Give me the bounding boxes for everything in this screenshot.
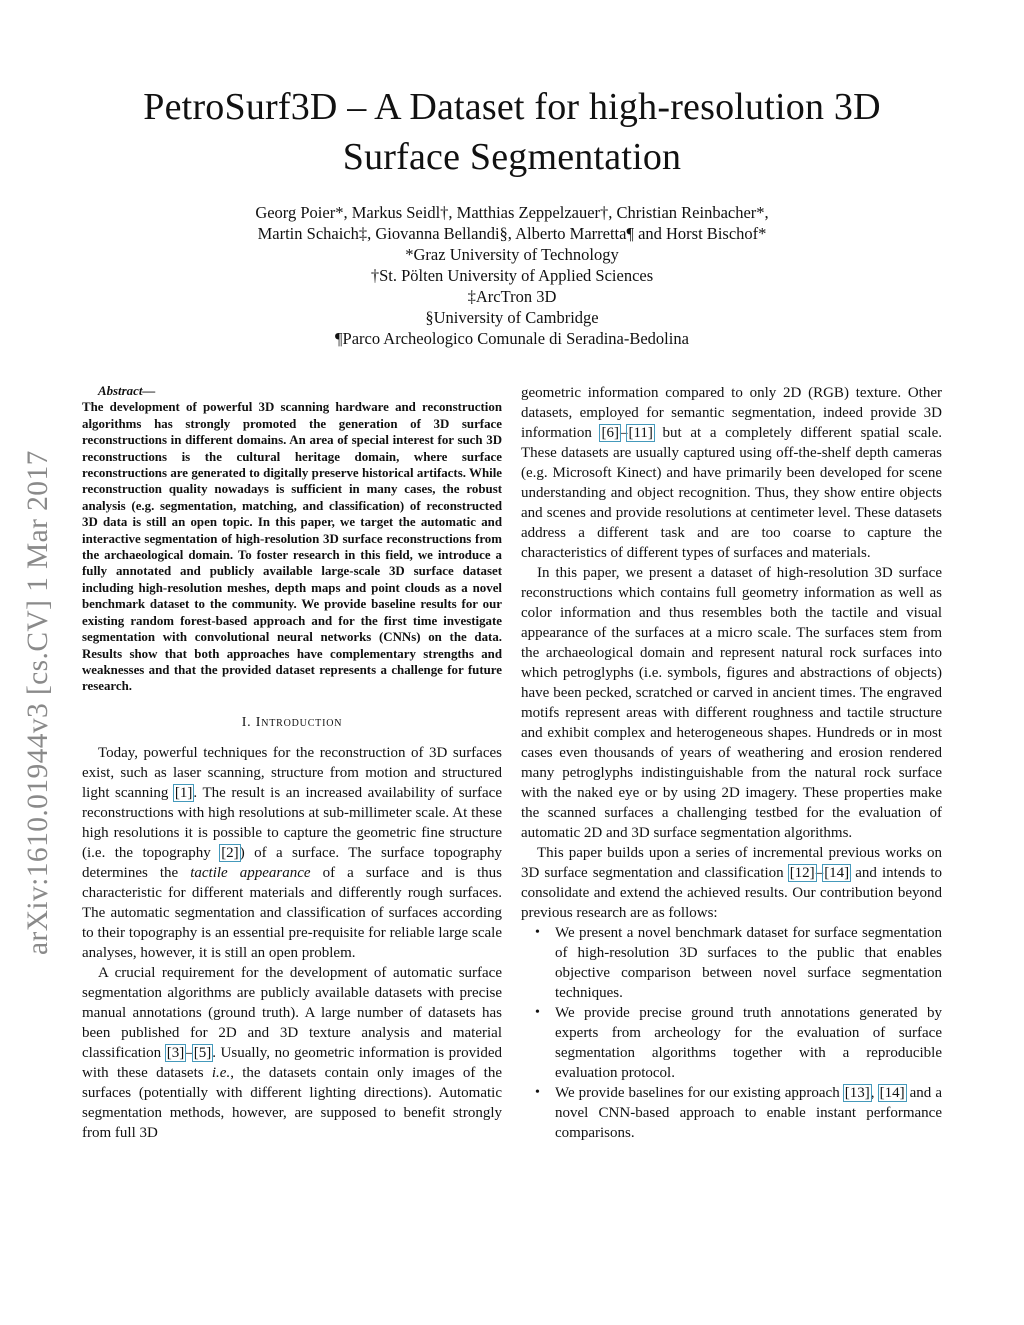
- contribution-list: [521, 923, 942, 1143]
- title-line-2: Surface Segmentation: [342, 136, 682, 178]
- citation-link[interactable]: [13]: [844, 1085, 870, 1101]
- bullet-icon: •: [535, 925, 540, 940]
- citation-link[interactable]: [11]: [628, 425, 653, 441]
- affiliation-cambridge: §University of Cambridge: [425, 308, 599, 327]
- affiliation-parco: ¶Parco Archeologico Comunale di Seradina-Bedolina: [335, 329, 689, 348]
- intro-paragraph-3: geometric information compared to only 2D (RGB) texture. Other datasets, employed for semantic segmentation, indeed provide 3D information [6]–[11] but at a completely different spatial scale. These datasets are usually captured using off-the-shelf depth cameras (e.g. Microsoft Kinect) and have primarily been developed for scene understanding and object recognition. Thus, they show entire objects and scenes and provide resolutions at centimeter level. These datasets address a different task and are too coarse to capture the characteristics of different types of surfaces and materials.: [521, 385, 942, 561]
- section-heading-introduction: I. Introduction: [241, 714, 343, 730]
- citation-link[interactable]: [2]: [221, 844, 239, 861]
- citation-link[interactable]: [14]: [824, 865, 850, 881]
- arxiv-sidebar-label: arXiv:1610.01944v3 [cs.CV] 1 Mar 2017: [22, 450, 54, 955]
- list-item: • We present a novel benchmark dataset for surface segmentation of high-resolution 3D surfaces to the public that enables objective comparison between novel surface segmentation techniques.: [535, 925, 942, 1001]
- authors-line-2: Martin Schaich‡, Giovanna Bellandi§, Alberto Marretta¶ and Horst Bischof*: [257, 224, 767, 243]
- affiliation-graz: *Graz University of Technology: [405, 245, 619, 264]
- left-column: [82, 383, 502, 1143]
- citation-link[interactable]: [5]: [193, 1044, 212, 1061]
- list-item: • We provide precise ground truth annotations generated by experts from archeology for the evaluation of surface segmentation algorithms together with a reproducible evaluation protocol.: [535, 1005, 942, 1081]
- citation-link[interactable]: [1]: [174, 784, 193, 801]
- authors-line-1: Georg Poier*, Markus Seidl†, Matthias Zeppelzauer†, Christian Reinbacher*,: [255, 203, 769, 222]
- abstract: [82, 383, 502, 695]
- title-line-1: PetroSurf3D – A Dataset for high-resolution 3D: [143, 86, 881, 128]
- citation-link[interactable]: [12]: [789, 865, 815, 881]
- paper-title: [0, 82, 1024, 182]
- bullet-icon: •: [535, 1005, 540, 1020]
- list-item: • We provide baselines for our existing approach [13], [14] and a novel CNN-based approach to enable instant performance comparisons.: [535, 1085, 943, 1141]
- abstract-label: Abstract—: [98, 384, 156, 398]
- intro-paragraph-5: This paper builds upon a series of incremental previous works on 3D surface segmentation and classification [12]–[14] and intends to consolidate and extend the achieved results. Our contribution beyond previous research are as follows:: [521, 845, 943, 921]
- author-block: [0, 202, 1024, 349]
- right-column: [521, 383, 942, 1143]
- intro-paragraph-2: A crucial requirement for the development of automatic surface segmentation algorithms are publicly available datasets with precise manual annotations (ground truth). A large number of datasets has been published for 2D and 3D texture analysis and material classification [3]–[5]. Usually, no geometric information is provided with these datasets i.e., the datasets contain only images of the surfaces (potentially with different lighting directions). Automatic segmentation methods, however, are supposed to benefit strongly from full 3D: [82, 964, 502, 1141]
- citation-link[interactable]: [14]: [879, 1085, 905, 1101]
- intro-paragraph-1: Today, powerful techniques for the reconstruction of 3D surfaces exist, such as laser scanning, structure from motion and structured light scanning [1]. The result is an increased availability of surface reconstructions with high resolutions at sub-millimeter scale. At these high resolutions it is possible to capture the geometric fine structure (i.e. the topography [2]) of a surface. The surface topography determines the tactile appearance of a surface and is thus characteristic for different materials and differently rough surfaces. The automatic segmentation and classification of surfaces according to their topography is an essential pre-requisite for reliable large scale analyses, however, it is still an open problem.: [82, 744, 503, 961]
- citation-link[interactable]: [6]: [601, 425, 619, 441]
- affiliation-st-poelten: †St. Pölten University of Applied Sciences: [370, 266, 654, 285]
- affiliation-arctron: ‡ArcTron 3D: [467, 287, 557, 306]
- bullet-icon: •: [535, 1085, 540, 1100]
- intro-paragraph-4: In this paper, we present a dataset of high-resolution 3D surface reconstructions which contains full geometry information as well as color information and thus resembles both the tactile and visual appearance of the surfaces at a micro scale. The surfaces stem from the archaeological domain and represent natural rock surfaces into which petroglyphs (i.e. symbols, figures and abstractions of objects) have been pecked, scratched or carved in ancient times. The engraved motifs represent areas with different roughness and tactile structure and exhibit complex and heterogeneous shapes. Hundreds or in most cases even thousands of years of weathering and erosion rendered many petroglyphs indistinguishable from the natural rock surface with the naked eye or by using 2D imagery. These properties make the scanned surfaces a challenging testbed for the evaluation of automatic 2D and 3D surface segmentation algorithms.: [521, 565, 942, 841]
- abstract-text: The development of powerful 3D scanning hardware and reconstruction algorithms has strongly promoted the generation of 3D surface reconstructions in different domains. An area of special interest for such 3D reconstructions is the cultural heritage domain, where surface reconstructions are generated to digitally preserve historical artifacts. While reconstruction quality nowadays is sufficient in many cases, the robust analysis (e.g. segmentation, matching, and classification) of reconstructed 3D data is still an open topic. In this paper, we target the automatic and interactive segmentation of high-resolution 3D surface reconstructions from the archaeological domain. To foster research in this field, we introduce a fully annotated and publicly available large-scale 3D surface dataset including high-resolution meshes, depth maps and point clouds as a novel benchmark dataset to the community. We provide baseline results for our existing random forest-based approach and for the first time investigate segmentation with convolutional neural networks (CNNs) on the data. Results show that both approaches have complementary strengths and weaknesses and that the provided dataset represents a challenge for future research.: [82, 400, 502, 694]
- citation-link[interactable]: [3]: [166, 1044, 185, 1061]
